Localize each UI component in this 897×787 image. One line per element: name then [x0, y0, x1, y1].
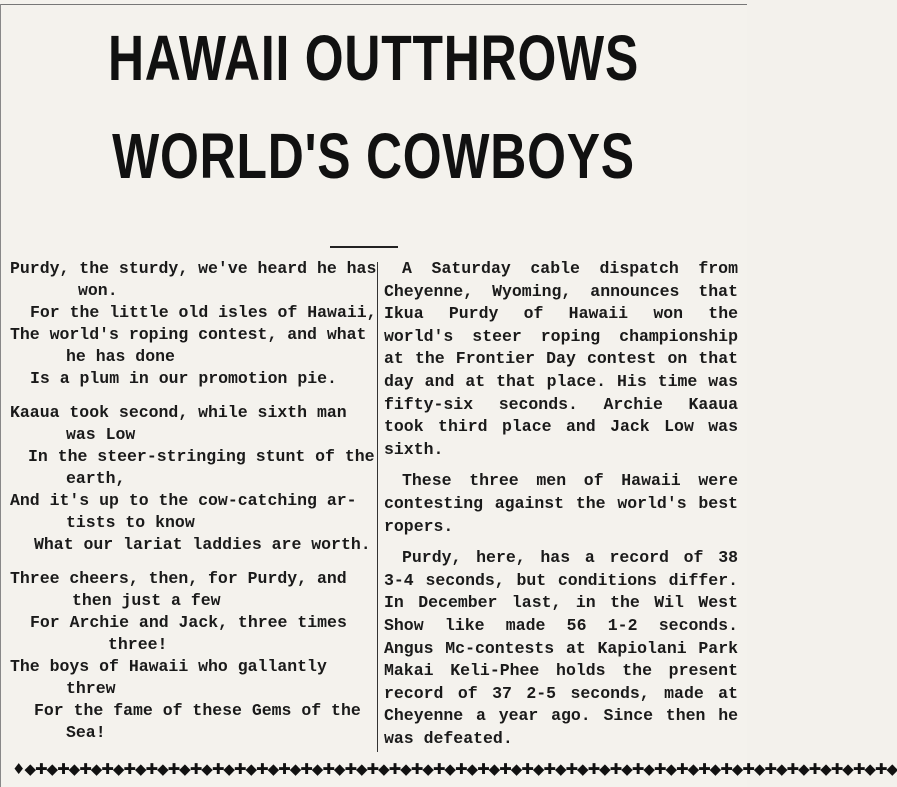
- article-paragraph-1: A Saturday cable dispatch from Cheyenne, Wyoming, announces that Ikua Purdy of Hawaii won the world's steer roping championship at the Frontier Day contest on that day and at that place. His time was fifty-six seconds. Archie Kaaua took third place and Jack Low was sixth.: [384, 259, 738, 459]
- poem-line: For Archie and Jack, three times: [30, 613, 347, 632]
- poem-line: The boys of Hawaii who gallantly: [10, 657, 327, 676]
- poem-line: earth,: [66, 469, 126, 488]
- poem-line: Kaaua took second, while sixth man: [10, 403, 347, 422]
- poem-line: In the steer-stringing stunt of the: [28, 447, 375, 466]
- article-column: [384, 258, 738, 759]
- headline-line-2: WORLD'S COWBOYS: [112, 120, 635, 192]
- poem-line: For the fame of these Gems of the: [34, 701, 361, 720]
- poem-stanza-3: [10, 568, 370, 744]
- poem-line: Sea!: [66, 723, 106, 742]
- poem-line: threw: [66, 679, 116, 698]
- poem-line: What our lariat laddies are worth.: [34, 535, 371, 554]
- poem-line: three!: [108, 635, 168, 654]
- poem-stanza-1: [10, 258, 377, 390]
- poem-line: he has done: [66, 347, 175, 366]
- poem-line: And it's up to the cow-catching ar-: [10, 491, 357, 510]
- ornamental-border: ♦◆✚◆✚◆✚◆✚◆✚◆✚◆✚◆✚◆✚◆✚◆✚◆✚◆✚◆✚◆✚◆✚◆✚◆✚◆✚◆✚◆✚◆✚◆✚◆✚◆✚◆✚◆✚◆✚◆✚◆✚◆✚◆✚◆✚◆✚◆✚◆✚◆✚◆✚◆✚◆: [12, 760, 897, 778]
- poem-line: Three cheers, then, for Purdy, and: [10, 569, 347, 588]
- poem-line: won.: [78, 281, 118, 300]
- article-paragraph-3: Purdy, here, has a record of 38 3-4 seconds, but conditions differ. In December last, in the Wil West Show like made 56 1-2 seconds. Angus Mc-contests at Kapiolani Park Makai Keli-Phee holds the present record of 37 2-5 seconds, made at Cheyenne a year ago. Since then he was defeated.: [384, 548, 738, 748]
- headline-rule: [330, 246, 398, 248]
- poem-line: was Low: [66, 425, 136, 444]
- poem-line: The world's roping contest, and what: [10, 325, 367, 344]
- poem-line: For the little old isles of Hawaii,: [30, 303, 377, 322]
- poem-column: [10, 258, 377, 756]
- poem-line: Is a plum in our promotion pie.: [30, 369, 337, 388]
- poem-line: then just a few: [72, 591, 221, 610]
- headline-line-1: HAWAII OUTTHROWS: [107, 22, 640, 94]
- top-rule: [0, 4, 747, 5]
- column-divider: [377, 262, 378, 752]
- poem-line: tists to know: [66, 513, 195, 532]
- poem-line: Purdy, the sturdy, we've heard he has: [10, 259, 377, 278]
- article-paragraph-2: These three men of Hawaii were contesting against the world's best ropers.: [384, 471, 738, 536]
- left-rule: [0, 4, 1, 787]
- poem-stanza-2: [10, 402, 375, 556]
